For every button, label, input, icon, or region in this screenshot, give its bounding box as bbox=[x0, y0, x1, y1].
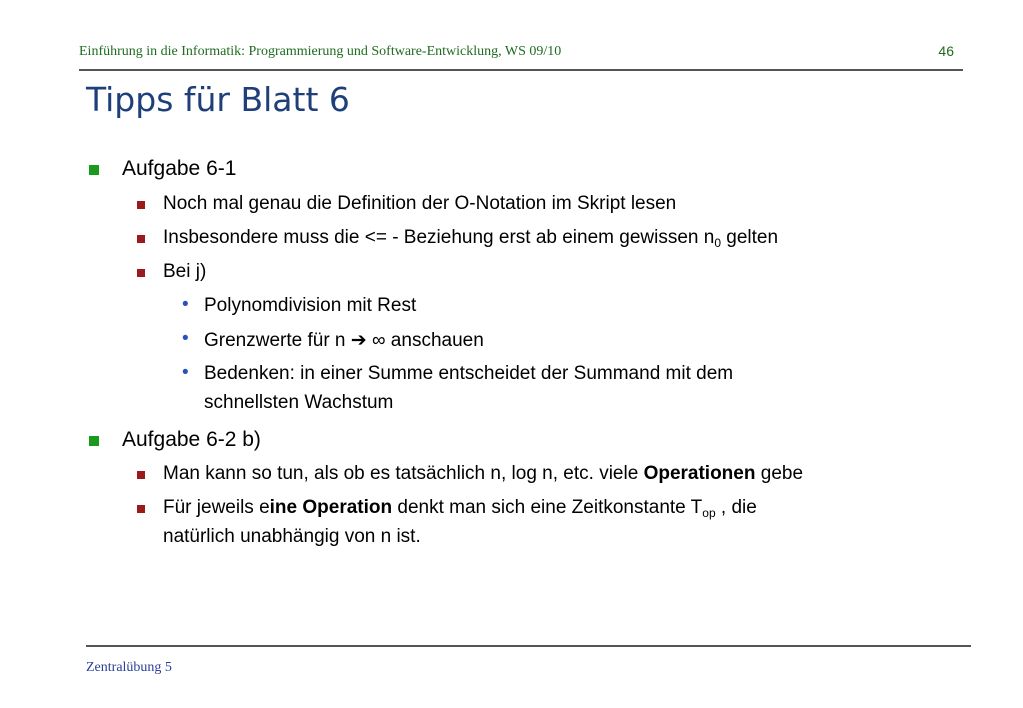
level2-bullet-icon bbox=[137, 235, 145, 243]
level1-bullet-icon bbox=[89, 436, 99, 446]
task2-bullet-1-text: Man kann so tun, als ob es tatsächlich n, log n, etc. viele bbox=[163, 463, 644, 484]
task1-heading: Aufgabe 6-1 bbox=[122, 157, 237, 180]
level2-bullet-icon bbox=[137, 471, 145, 479]
task1-sub-2 bbox=[204, 329, 484, 352]
task1-bullet-2-text: Insbesondere muss die <= - Beziehung erst ab einem gewissen n bbox=[163, 227, 715, 248]
task2-bullet-2-end: , die bbox=[715, 497, 757, 518]
subscript-op: op bbox=[702, 506, 716, 520]
task1-bullet-2-end: gelten bbox=[721, 227, 779, 248]
level2-bullet-icon bbox=[137, 269, 145, 277]
task2-bullet-1 bbox=[163, 463, 803, 485]
task1-sub-2-end: ∞ anschauen bbox=[366, 330, 484, 351]
level2-bullet-icon bbox=[137, 201, 145, 209]
task1-sub-1: Polynomdivision mit Rest bbox=[204, 295, 417, 316]
task1-sub-3-continued: schnellsten Wachstum bbox=[204, 392, 394, 413]
task1-bullet-2 bbox=[163, 227, 778, 249]
footer-divider bbox=[86, 645, 971, 647]
subscript-zero: 0 bbox=[714, 236, 722, 250]
task2-heading: Aufgabe 6-2 b) bbox=[122, 428, 261, 451]
level2-bullet-icon bbox=[137, 505, 145, 513]
level3-bullet-icon: • bbox=[182, 362, 189, 383]
arrow-right-icon: ➔ bbox=[350, 330, 367, 351]
level3-bullet-icon: • bbox=[182, 294, 189, 315]
footer-label: Zentralübung 5 bbox=[86, 660, 172, 675]
task1-bullet-1: Noch mal genau die Definition der O-Notation im Skript lesen bbox=[163, 193, 677, 214]
task2-bullet-2-text: Für jeweils e bbox=[163, 497, 270, 518]
page-number: 46 bbox=[938, 43, 954, 59]
level3-bullet-icon: • bbox=[182, 328, 189, 349]
task2-bullet-2-continued: natürlich unabhängig von n ist. bbox=[163, 526, 421, 547]
task1-bullet-3: Bei j) bbox=[163, 261, 207, 282]
task2-bullet-2 bbox=[163, 497, 757, 519]
task1-sub-3: Bedenken: in einer Summe entscheidet der Summand mit dem bbox=[204, 363, 734, 384]
course-header: Einführung in die Informatik: Programmierung und Software-Entwicklung, WS 09/10 bbox=[79, 44, 562, 59]
slide-title: Tipps für Blatt 6 bbox=[86, 80, 350, 119]
level1-bullet-icon bbox=[89, 165, 99, 175]
task2-bullet-1-bold: Operationen bbox=[643, 463, 756, 484]
header-divider bbox=[79, 69, 963, 71]
task2-bullet-2-mid: denkt man sich eine Zeitkonstante T bbox=[392, 497, 703, 518]
task2-bullet-1-end: gebe bbox=[755, 463, 804, 484]
task1-sub-2-text: Grenzwerte für n bbox=[204, 330, 351, 351]
task2-bullet-2-bold: ine Operation bbox=[269, 497, 393, 518]
